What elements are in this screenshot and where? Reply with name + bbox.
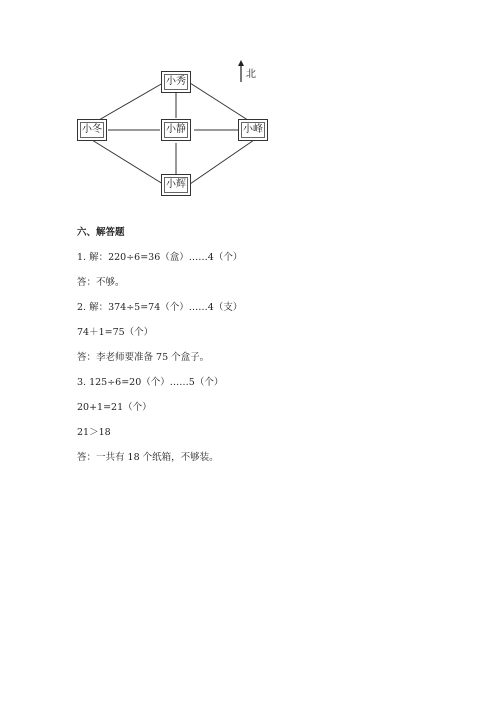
north-label: 北 xyxy=(246,69,256,80)
answer-line: 20+1=21（个） xyxy=(77,402,152,413)
section-heading: 六、解答题 xyxy=(77,227,125,238)
node-center: 小静 xyxy=(161,119,191,141)
answer-line: 21＞18 xyxy=(77,427,111,438)
node-top: 小秀 xyxy=(161,71,191,93)
answer-line: 答：不够。 xyxy=(77,277,125,288)
answer-line: 答：李老师要准备 75 个盒子。 xyxy=(77,352,210,363)
location-diagram xyxy=(0,0,500,210)
north-arrow-icon xyxy=(238,60,244,66)
answer-line: 3. 125÷6=20（个）……5（个） xyxy=(77,377,224,388)
answer-line: 2. 解：374÷5=74（个）……4（支） xyxy=(77,302,243,313)
answer-line: 1. 解：220÷6=36（盒）……4（个） xyxy=(77,252,243,263)
node-right: 小峰 xyxy=(238,119,268,141)
node-left: 小冬 xyxy=(77,119,107,141)
node-bottom: 小辉 xyxy=(161,174,191,196)
answer-line: 74＋1=75（个） xyxy=(77,327,154,338)
connection-lines xyxy=(0,0,500,210)
answer-line: 答：一共有 18 个纸箱，不够装。 xyxy=(77,452,219,463)
